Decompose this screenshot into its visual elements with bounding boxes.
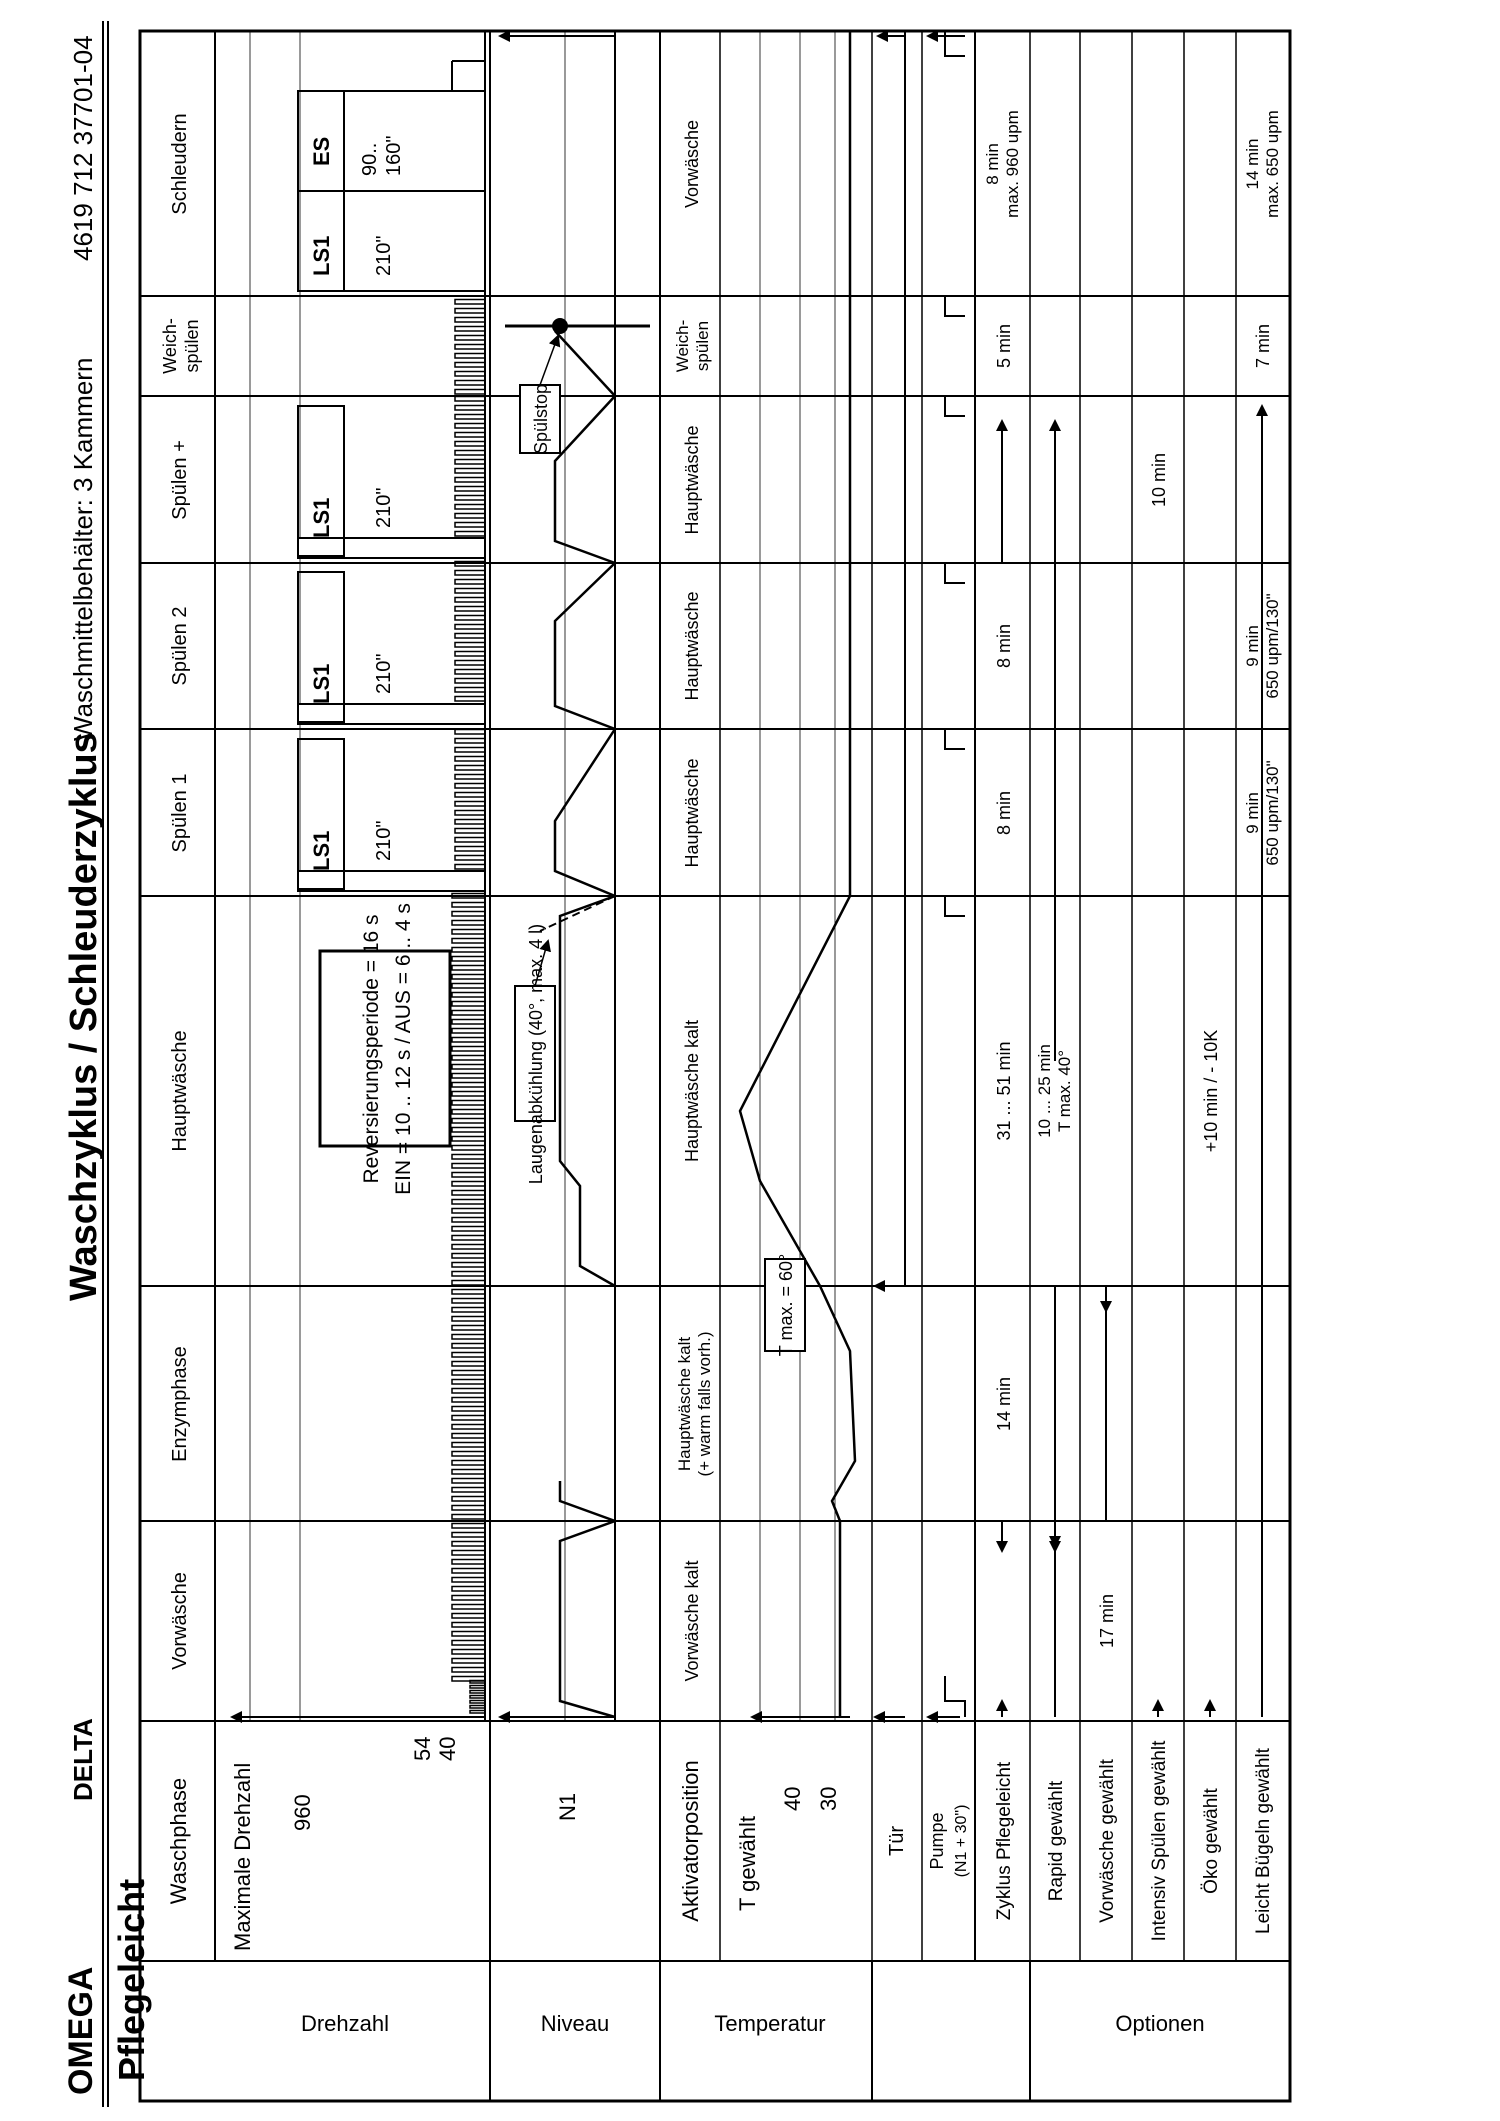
phase-schleudern: Schleudern <box>169 113 191 215</box>
zyklus-weich: 5 min <box>994 323 1014 369</box>
reversing-pulse <box>455 856 485 861</box>
leicht-weich: 7 min <box>1253 323 1273 369</box>
reversal-line1: Reversierungsperiode = 16 s <box>360 914 383 1184</box>
group-niveau: Niveau <box>540 2011 610 2036</box>
reversing-pulse <box>452 1452 485 1457</box>
temp-40: 40 <box>780 1786 805 1811</box>
reversing-pulse <box>452 1218 485 1223</box>
program-name: Pflegeleicht <box>111 1878 152 2081</box>
reversing-pulse <box>452 1569 485 1574</box>
reversing-pulse <box>452 1083 485 1088</box>
reversing-pulse <box>455 697 485 702</box>
reversing-pulse <box>455 847 485 852</box>
reversing-pulse <box>455 487 485 492</box>
reversing-pulse <box>455 433 485 438</box>
detergent-info: Waschmittelbehälter: 3 Kammern <box>68 357 98 741</box>
tmax-label: T max. = 60° <box>776 1253 796 1357</box>
document-number: 4619 712 37701-04 <box>68 35 98 261</box>
spuelstop-dot <box>552 318 568 334</box>
reversing-pulse <box>452 1614 485 1619</box>
reversing-pulse <box>452 1425 485 1430</box>
reversing-pulse <box>455 598 485 603</box>
reversing-pulse <box>452 939 485 944</box>
phase-spuelen-1: Spülen 1 <box>169 773 191 853</box>
intensiv-duration: 10 min <box>1149 452 1169 508</box>
reversing-pulse <box>470 1711 485 1714</box>
reversing-pulse <box>455 397 485 402</box>
reversing-pulse <box>455 469 485 474</box>
speed-40: 40 <box>435 1736 460 1761</box>
reversing-pulse <box>452 1389 485 1394</box>
reversing-pulse <box>455 300 485 305</box>
zyklus-schleud-1: 8 min <box>983 143 1002 185</box>
reversing-pulse <box>452 993 485 998</box>
akt-enzym-1: Hauptwäsche kalt <box>675 1336 694 1472</box>
reversing-pulse <box>452 1092 485 1097</box>
phase-spuelen-plus: Spülen + <box>169 440 191 520</box>
reversing-pulse <box>452 1497 485 1502</box>
reversing-pulse <box>452 1146 485 1151</box>
leicht-schleud-2: max. 650 upm <box>1263 110 1282 218</box>
reversing-pulse <box>455 652 485 657</box>
reversing-pulses <box>452 300 485 1714</box>
reversing-pulse <box>452 1155 485 1160</box>
reversing-pulse <box>455 811 485 816</box>
reversing-pulse <box>452 1488 485 1493</box>
reversing-pulse <box>455 730 485 735</box>
reversing-pulse <box>452 1263 485 1268</box>
reversing-pulse <box>455 757 485 762</box>
zyklus-schleud-2: max. 960 upm <box>1003 110 1022 218</box>
reversing-pulse <box>455 496 485 501</box>
reversing-pulse <box>452 1641 485 1646</box>
reversing-pulse <box>455 829 485 834</box>
time-210: 210" <box>373 820 395 861</box>
reversing-pulse <box>455 688 485 693</box>
reversing-pulse <box>452 1110 485 1115</box>
time-210: 210" <box>373 235 395 276</box>
reversing-pulse <box>455 784 485 789</box>
time-90: 90.. <box>359 142 381 176</box>
speed-54: 54 <box>410 1736 435 1761</box>
row-intensiv: Intensiv Spülen gewählt <box>1149 1740 1170 1942</box>
reversing-pulse <box>452 912 485 917</box>
reversing-pulse <box>455 532 485 537</box>
reversing-pulse <box>452 1353 485 1358</box>
reversing-pulse <box>470 1691 485 1694</box>
reversing-pulse <box>455 634 485 639</box>
reversing-pulse <box>455 643 485 648</box>
speed-960: 960 <box>290 1794 315 1831</box>
reversing-pulse <box>455 415 485 420</box>
reversing-pulse <box>470 1706 485 1709</box>
reversing-pulse <box>452 1533 485 1538</box>
row-aktivator: Aktivatorposition <box>678 1760 703 1922</box>
reversing-pulse <box>452 1515 485 1520</box>
laugen-label: Laugenabkühlung (40°, max. 4 l) <box>526 923 546 1185</box>
reversing-pulse <box>452 1605 485 1610</box>
reversing-pulse <box>455 336 485 341</box>
reversing-pulse <box>452 948 485 953</box>
reversing-pulse <box>452 921 485 926</box>
akt-haupt: Hauptwäsche kalt <box>682 1019 702 1163</box>
reversing-pulse <box>470 1701 485 1704</box>
group-drehzahl: Drehzahl <box>300 2011 390 2036</box>
reversing-pulse <box>452 1020 485 1025</box>
rapid-2: T max. 40° <box>1055 1049 1074 1133</box>
reversing-pulse <box>452 1119 485 1124</box>
reversing-pulse <box>455 442 485 447</box>
akt-enzym-2: (+ warm falls vorh.) <box>695 1331 714 1477</box>
reversing-pulse <box>455 616 485 621</box>
row-rapid: Rapid gewählt <box>1046 1780 1067 1902</box>
reversing-pulse <box>455 424 485 429</box>
reversing-pulse <box>455 661 485 666</box>
akt-weich-2: spülen <box>693 320 712 372</box>
reversing-pulse <box>455 363 485 368</box>
reversing-pulse <box>452 1479 485 1484</box>
reversing-pulse <box>452 975 485 980</box>
reversing-pulse <box>452 1074 485 1079</box>
brand-omega: OMEGA <box>62 1966 100 2095</box>
zyklus-haupt: 31 ... 51 min <box>994 1041 1014 1141</box>
reversing-pulse <box>455 390 485 395</box>
reversing-pulse <box>452 1209 485 1214</box>
row-leicht: Leicht Bügeln gewählt <box>1253 1748 1274 1934</box>
row-oeko: Öko gewählt <box>1201 1788 1222 1894</box>
row-maxdrehzahl: Maximale Drehzahl <box>230 1762 255 1951</box>
phase-hauptwaesche: Hauptwäsche <box>169 1030 191 1152</box>
reversing-pulse <box>455 820 485 825</box>
reversing-pulse <box>455 571 485 576</box>
reversing-pulse <box>452 1335 485 1340</box>
time-160: 160" <box>383 135 405 176</box>
reversal-line2: EIN = 10 .. 12 s / AUS = 6 .. 4 s <box>392 903 415 1195</box>
reversing-pulse <box>452 1101 485 1106</box>
reversing-pulse <box>455 793 485 798</box>
reversing-pulse <box>452 1299 485 1304</box>
reversing-pulse <box>452 1191 485 1196</box>
reversing-pulse <box>452 1470 485 1475</box>
reversing-pulse <box>452 1407 485 1412</box>
reversing-pulse <box>452 1596 485 1601</box>
leicht-sp1-2: 650 upm/130" <box>1263 760 1282 866</box>
reversing-pulse <box>452 1128 485 1133</box>
phase-spuelen-2: Spülen 2 <box>169 606 191 686</box>
zyklus-sp2: 8 min <box>994 623 1014 669</box>
reversing-pulse <box>452 1200 485 1205</box>
reversing-pulse <box>455 802 485 807</box>
ls1-label: LS1 <box>309 497 334 538</box>
reversing-pulse <box>452 1029 485 1034</box>
reversing-pulse <box>452 1326 485 1331</box>
reversing-pulse <box>452 1542 485 1547</box>
es-label: ES <box>309 136 334 166</box>
zyklus-sp1: 8 min <box>994 790 1014 836</box>
ls1-label: LS1 <box>309 830 334 871</box>
reversing-pulse <box>455 523 485 528</box>
reversing-pulse <box>452 984 485 989</box>
reversing-pulse <box>455 838 485 843</box>
reversing-pulse <box>452 1038 485 1043</box>
akt-sp1: Hauptwäsche <box>682 758 702 868</box>
group-temperatur: Temperatur <box>714 2011 826 2036</box>
reversing-pulse <box>455 354 485 359</box>
zyklus-enzym: 14 min <box>994 1376 1014 1432</box>
reversing-pulse <box>455 309 485 314</box>
reversing-pulse <box>452 1668 485 1673</box>
akt-vorwaesche: Vorwäsche kalt <box>682 1560 702 1682</box>
reversing-pulse <box>452 1371 485 1376</box>
reversing-pulse <box>452 1650 485 1655</box>
row-pumpe-sub: (N1 + 30") <box>953 1804 970 1878</box>
reversing-pulse <box>452 1344 485 1349</box>
leicht-schleud-1: 14 min <box>1243 138 1262 190</box>
reversing-pulse <box>455 625 485 630</box>
reversing-pulse <box>455 327 485 332</box>
row-tgewaehlt: T gewählt <box>735 1816 760 1911</box>
reversing-pulse <box>470 1686 485 1689</box>
temp-30: 30 <box>816 1786 841 1811</box>
reversing-pulse <box>452 1281 485 1286</box>
reversing-pulse <box>452 1173 485 1178</box>
reversing-pulse <box>455 345 485 350</box>
reversing-pulse <box>455 589 485 594</box>
reversing-pulse <box>452 1290 485 1295</box>
model-delta: DELTA <box>68 1718 98 1801</box>
reversing-pulse <box>452 1308 485 1313</box>
spuelstop-label: Spülstop <box>531 383 551 455</box>
row-pumpe: Pumpe <box>927 1812 947 1870</box>
reversing-pulse <box>452 1461 485 1466</box>
reversing-pulse <box>452 1551 485 1556</box>
oeko-duration: +10 min / - 10K <box>1201 1029 1221 1153</box>
reversing-pulse <box>452 1416 485 1421</box>
time-210: 210" <box>373 487 395 528</box>
reversing-pulse <box>452 1632 485 1637</box>
time-210: 210" <box>373 653 395 694</box>
reversing-pulse <box>455 318 485 323</box>
reversing-pulse <box>455 766 485 771</box>
reversing-pulse <box>455 679 485 684</box>
reversing-pulse <box>452 1254 485 1259</box>
phase-weich: Weich- <box>160 318 180 374</box>
reversing-pulse <box>452 1380 485 1385</box>
reversing-pulse <box>455 451 485 456</box>
akt-schleudern: Vorwäsche <box>682 119 702 209</box>
reversing-pulse <box>455 775 485 780</box>
reversing-pulse <box>455 739 485 744</box>
leicht-sp2-1: 9 min <box>1243 625 1262 667</box>
reversing-pulse <box>452 1578 485 1583</box>
reversing-pulse <box>452 1047 485 1052</box>
group-optionen: Optionen <box>1115 2011 1205 2036</box>
reversing-pulse <box>452 1236 485 1241</box>
reversing-pulse <box>452 1677 485 1682</box>
rapid-1: 10 ... 25 min <box>1035 1044 1054 1138</box>
reversing-pulse <box>455 372 485 377</box>
reversing-pulse <box>455 607 485 612</box>
reversing-pulse <box>470 1696 485 1699</box>
reversing-pulse <box>455 381 485 386</box>
row-waschphase: Waschphase <box>166 1777 191 1905</box>
ls1-label: LS1 <box>309 235 334 276</box>
akt-spplus: Hauptwäsche <box>682 425 702 535</box>
reversing-pulse <box>452 1272 485 1277</box>
reversing-pulse <box>452 1560 485 1565</box>
reversing-pulse <box>452 1065 485 1070</box>
row-tuer: Tür <box>886 1826 908 1856</box>
reversing-pulse <box>452 1587 485 1592</box>
reversing-pulse <box>455 865 485 870</box>
akt-weich-1: Weich- <box>673 319 692 373</box>
leicht-sp2-2: 650 upm/130" <box>1263 593 1282 699</box>
reversing-pulse <box>452 1398 485 1403</box>
reversing-pulse <box>455 748 485 753</box>
reversing-pulse <box>452 1164 485 1169</box>
leicht-sp1-1: 9 min <box>1243 792 1262 834</box>
reversing-pulse <box>455 670 485 675</box>
temperature-curve <box>740 31 855 1717</box>
level-n1: N1 <box>555 1792 580 1821</box>
reversing-pulse <box>452 1011 485 1016</box>
reversing-pulse <box>452 1245 485 1250</box>
reversing-pulse <box>455 514 485 519</box>
reversing-pulse <box>452 957 485 962</box>
reversing-pulse <box>452 903 485 908</box>
reversing-pulse <box>452 1002 485 1007</box>
row-vorwaesche-gewaehlt: Vorwäsche gewählt <box>1097 1759 1118 1923</box>
reversing-pulse <box>452 1056 485 1061</box>
phase-enzym: Enzymphase <box>169 1346 191 1462</box>
reversing-pulse <box>452 1137 485 1142</box>
reversing-pulse <box>452 1524 485 1529</box>
reversing-pulse <box>452 1227 485 1232</box>
vorw-duration: 17 min <box>1097 1593 1117 1649</box>
akt-sp2: Hauptwäsche <box>682 591 702 701</box>
reversing-pulse <box>452 1506 485 1511</box>
reversing-pulse <box>452 1659 485 1664</box>
reversing-pulse <box>452 1317 485 1322</box>
reversing-pulse <box>455 460 485 465</box>
reversing-pulse <box>452 1362 485 1367</box>
page-title: Waschzyklus / Schleuderzyklus <box>63 732 105 1301</box>
reversing-pulse <box>452 1623 485 1628</box>
reversing-pulse <box>455 580 485 585</box>
reversing-pulse <box>455 505 485 510</box>
row-zyklus: Zyklus Pflegeleicht <box>994 1761 1015 1921</box>
reversing-pulse <box>452 930 485 935</box>
ls1-label: LS1 <box>309 663 334 704</box>
reversal-box <box>320 951 450 1146</box>
reversing-pulse <box>452 966 485 971</box>
reversing-pulse <box>455 406 485 411</box>
reversing-pulse <box>452 1182 485 1187</box>
reversing-pulse <box>455 478 485 483</box>
phase-weich-line2: spülen <box>182 319 202 373</box>
phase-vorwaesche: Vorwäsche <box>169 1572 191 1670</box>
reversing-pulse <box>452 1443 485 1448</box>
reversing-pulse <box>452 1434 485 1439</box>
